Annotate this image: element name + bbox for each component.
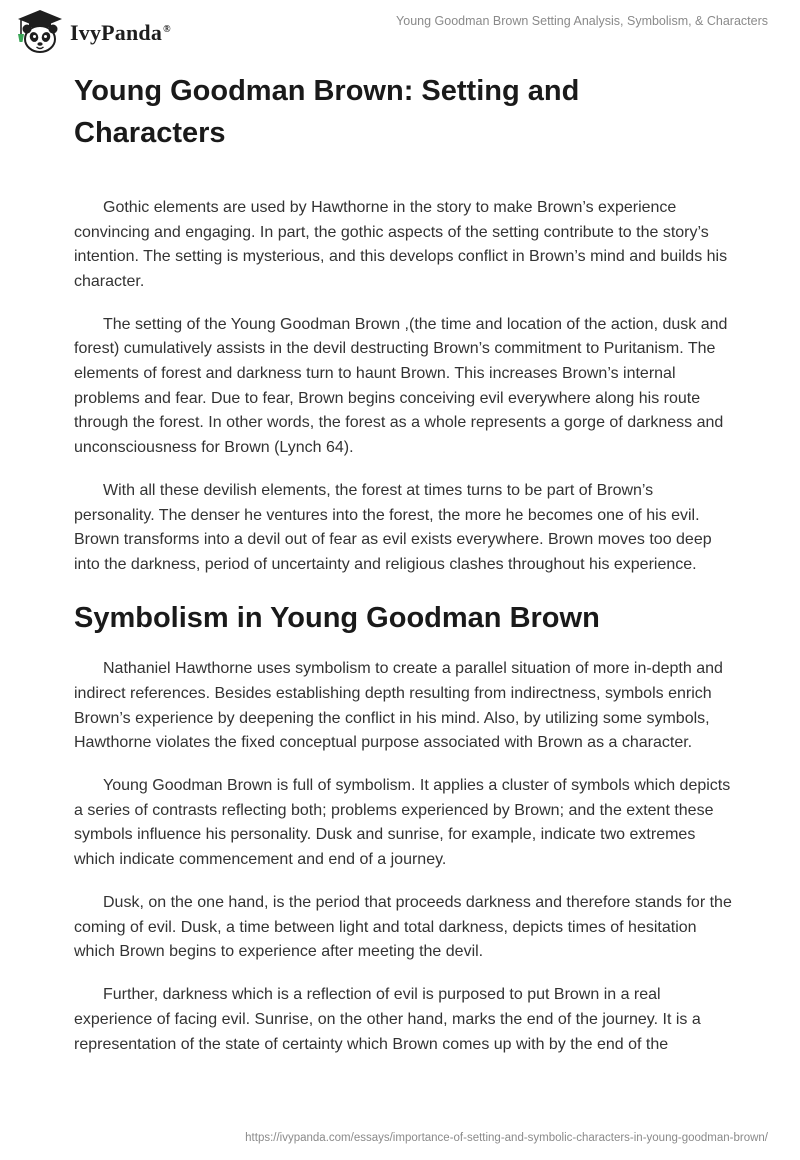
document-title: Young Goodman Brown Setting Analysis, Symbolism, & Characters xyxy=(396,14,768,28)
brand-name: IvyPanda® xyxy=(70,20,171,45)
paragraph: Young Goodman Brown is full of symbolism. It applies a cluster of symbols which depicts a series of contrasts reflecting both; problems experienced by Brown; and the extent these symbols influence his personality. Dusk and sunrise, for example, indicate two extremes which indicate commencement and end of a journey. xyxy=(74,777,731,868)
paragraph: Further, darkness which is a reflection of evil is purposed to put Brown in a real experience of facing evil. Sunrise, on the other hand, marks the end of the journey. It is a representation of the state of certainty which Brown comes up with by the end of the xyxy=(74,986,701,1053)
paragraph: With all these devilish elements, the forest at times turns to be part of Brown’s personality. The denser he ventures into the forest, the more he becomes one of his evil. Brown transforms into a devil out of fear as evil exists everywhere. Brown moves too deep into the darkness, period of uncertainty and religious clashes throughout his experience. xyxy=(74,481,712,573)
source-url[interactable]: https://ivypanda.com/essays/importance-of-setting-and-symbolic-characters-in-young-goodman-brown/ xyxy=(245,1132,768,1144)
page-header xyxy=(0,0,800,62)
section-heading-setting: Young Goodman Brown: Setting and Characters xyxy=(74,75,580,149)
paragraph: The setting of the Young Goodman Brown ,(the time and location of the action, dusk and forest) cumulatively assists in the devil destructing Brown’s commitment to Puritanism. The elements of forest and darkness turn to haunt Brown. This increases Brown’s internal problems and fear. Due to fear, Brown begins conceiving evil everywhere along his route through the forest. In other words, the forest as a whole represents a gorge of darkness and unconsciousness for Brown (Lynch 64). xyxy=(74,315,728,456)
section-heading-symbolism: Symbolism in Young Goodman Brown xyxy=(74,602,600,635)
ivypanda-logo[interactable] xyxy=(14,8,171,54)
paragraph: Gothic elements are used by Hawthorne in the story to make Brown’s experience convincing and engaging. In part, the gothic aspects of the setting contribute to the story’s intention. The setting is mysterious, and this develops conflict in Brown’s mind and builds his character. xyxy=(74,199,728,290)
panda-graduate-icon xyxy=(14,8,66,54)
registered-mark: ® xyxy=(163,23,171,35)
paragraph: Dusk, on the one hand, is the period that proceeds darkness and therefore stands for the coming of evil. Dusk, a time between light and total darkness, depicts times of hesitation which Brown begins to experience after meeting the devil. xyxy=(74,894,732,961)
essay-content xyxy=(74,70,734,1057)
paragraph: Nathaniel Hawthorne uses symbolism to create a parallel situation of more in-depth and indirect references. Besides establishing depth resulting from indirectness, symbols enrich Brown’s experience by deepening the conflict in his mind. Also, by utilizing some symbols, Hawthorne violates the fixed conceptual purpose associated with Brown as a character. xyxy=(74,660,723,752)
